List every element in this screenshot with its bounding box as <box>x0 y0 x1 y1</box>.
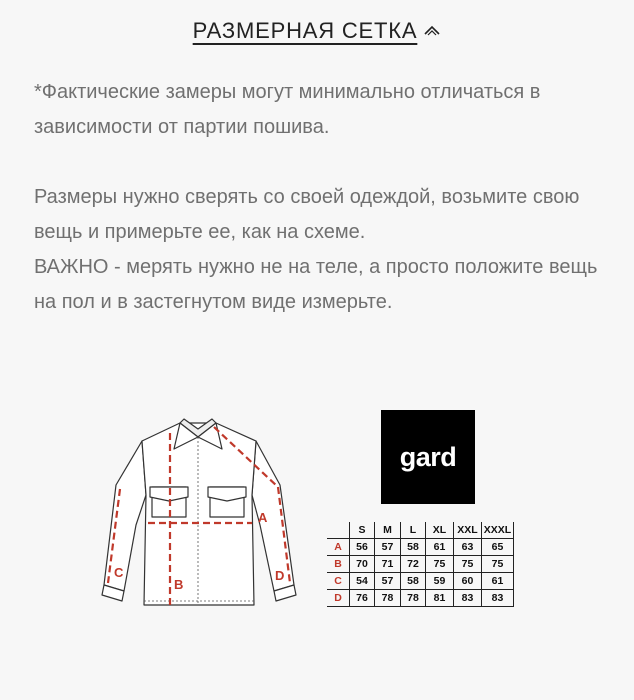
table-row <box>327 539 514 556</box>
shirt-measurement-diagram <box>94 415 306 615</box>
size-col-m: M <box>375 522 401 539</box>
instructions-text <box>34 180 614 320</box>
table-row <box>327 556 514 573</box>
table-cell: 54 <box>350 573 375 590</box>
table-cell: 57 <box>375 573 401 590</box>
size-table <box>327 522 514 607</box>
measure-label-b: B <box>174 577 184 592</box>
instructions-line-2: ВАЖНО - мерять нужно не на теле, а просто положите вещь на пол и в застегнутом виде измерьте. <box>34 256 598 313</box>
table-cell: 63 <box>454 539 482 556</box>
table-cell: 83 <box>454 590 482 607</box>
table-cell: 61 <box>426 539 454 556</box>
measure-label-c: C <box>114 565 124 580</box>
size-chart-title: РАЗМЕРНАЯ СЕТКА <box>192 18 418 43</box>
size-table-header-row <box>327 522 514 539</box>
instructions-line-1: Размеры нужно сверять со своей одеждой, возьмите свою вещь и примерьте ее, как на схеме. <box>34 186 580 243</box>
table-cell: 72 <box>401 556 426 573</box>
table-cell: 81 <box>426 590 454 607</box>
table-cell: 75 <box>482 556 514 573</box>
table-row <box>327 590 514 607</box>
table-cell: 60 <box>454 573 482 590</box>
table-cell: 78 <box>375 590 401 607</box>
size-col-l: L <box>401 522 426 539</box>
measure-label-d: D <box>275 568 285 583</box>
size-chart-header <box>0 18 634 44</box>
table-cell: 71 <box>375 556 401 573</box>
row-label-a: A <box>327 539 350 556</box>
size-col-xl: XL <box>426 522 454 539</box>
table-cell: 56 <box>350 539 375 556</box>
size-col-xxl: XXL <box>454 522 482 539</box>
measure-label-a: A <box>258 510 268 525</box>
row-label-d: D <box>327 590 350 607</box>
row-label-c: C <box>327 573 350 590</box>
table-cell: 57 <box>375 539 401 556</box>
table-cell: 78 <box>401 590 426 607</box>
table-row <box>327 573 514 590</box>
table-cell: 83 <box>482 590 514 607</box>
size-col-xxxl: XXXL <box>482 522 514 539</box>
disclaimer-text: *Фактические замеры могут минимально отличаться в зависимости от партии пошива. <box>34 81 541 138</box>
size-col-s: S <box>350 522 375 539</box>
table-cell: 58 <box>401 573 426 590</box>
table-cell: 75 <box>426 556 454 573</box>
table-cell: 59 <box>426 573 454 590</box>
size-chart-toggle[interactable] <box>193 18 442 44</box>
table-cell: 61 <box>482 573 514 590</box>
brand-logo <box>381 410 475 504</box>
size-table-corner <box>327 522 350 539</box>
table-cell: 65 <box>482 539 514 556</box>
table-cell: 70 <box>350 556 375 573</box>
table-cell: 76 <box>350 590 375 607</box>
row-label-b: B <box>327 556 350 573</box>
table-cell: 58 <box>401 539 426 556</box>
chevron-up-icon <box>423 24 441 38</box>
brand-logo-text: gard <box>399 441 457 472</box>
table-cell: 75 <box>454 556 482 573</box>
